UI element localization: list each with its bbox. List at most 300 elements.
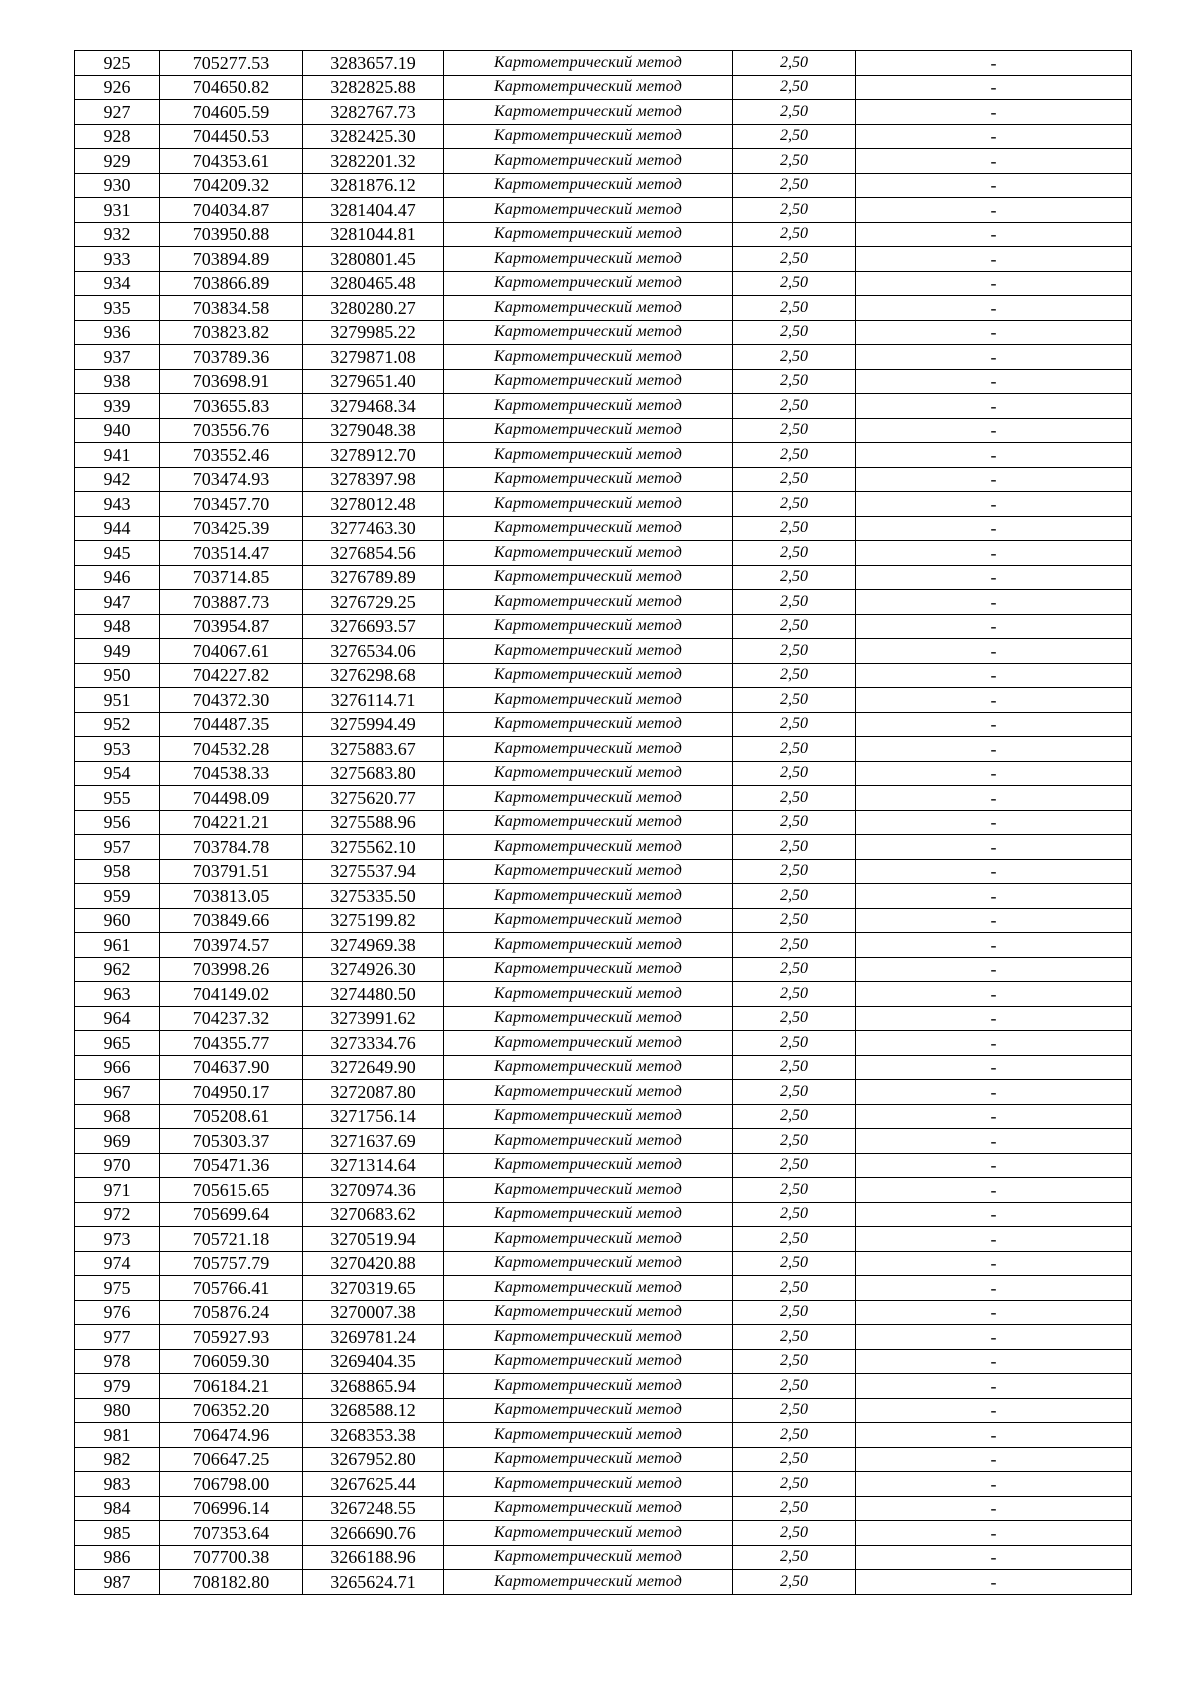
x-coordinate-cell: 703950.88 bbox=[160, 222, 303, 247]
note-cell: - bbox=[856, 1178, 1132, 1203]
note-cell: - bbox=[856, 1104, 1132, 1129]
x-coordinate-cell: 706352.20 bbox=[160, 1398, 303, 1423]
x-coordinate-cell: 703823.82 bbox=[160, 320, 303, 345]
x-coordinate-cell: 704650.82 bbox=[160, 75, 303, 100]
y-coordinate-cell: 3273334.76 bbox=[303, 1031, 444, 1056]
x-coordinate-cell: 704605.59 bbox=[160, 100, 303, 125]
accuracy-cell: 2,50 bbox=[733, 75, 856, 100]
x-coordinate-cell: 703556.76 bbox=[160, 418, 303, 443]
x-coordinate-cell: 704498.09 bbox=[160, 786, 303, 811]
method-cell: Картометрический метод bbox=[444, 345, 733, 370]
point-number-cell: 949 bbox=[75, 639, 160, 664]
y-coordinate-cell: 3276298.68 bbox=[303, 663, 444, 688]
point-number-cell: 940 bbox=[75, 418, 160, 443]
note-cell: - bbox=[856, 1472, 1132, 1497]
method-cell: Картометрический метод bbox=[444, 198, 733, 223]
table-row bbox=[75, 1202, 1132, 1227]
table-row bbox=[75, 1178, 1132, 1203]
y-coordinate-cell: 3274926.30 bbox=[303, 957, 444, 982]
method-cell: Картометрический метод bbox=[444, 737, 733, 762]
accuracy-cell: 2,50 bbox=[733, 1423, 856, 1448]
table-row bbox=[75, 1129, 1132, 1154]
accuracy-cell: 2,50 bbox=[733, 418, 856, 443]
x-coordinate-cell: 704637.90 bbox=[160, 1055, 303, 1080]
table-row bbox=[75, 443, 1132, 468]
accuracy-cell: 2,50 bbox=[733, 1227, 856, 1252]
method-cell: Картометрический метод bbox=[444, 75, 733, 100]
point-number-cell: 932 bbox=[75, 222, 160, 247]
point-number-cell: 957 bbox=[75, 835, 160, 860]
note-cell: - bbox=[856, 345, 1132, 370]
method-cell: Картометрический метод bbox=[444, 884, 733, 909]
point-number-cell: 933 bbox=[75, 247, 160, 272]
x-coordinate-cell: 705471.36 bbox=[160, 1153, 303, 1178]
method-cell: Картометрический метод bbox=[444, 516, 733, 541]
method-cell: Картометрический метод bbox=[444, 688, 733, 713]
note-cell: - bbox=[856, 75, 1132, 100]
table-row bbox=[75, 1374, 1132, 1399]
accuracy-cell: 2,50 bbox=[733, 1496, 856, 1521]
method-cell: Картометрический метод bbox=[444, 1570, 733, 1595]
method-cell: Картометрический метод bbox=[444, 222, 733, 247]
accuracy-cell: 2,50 bbox=[733, 663, 856, 688]
y-coordinate-cell: 3271314.64 bbox=[303, 1153, 444, 1178]
point-number-cell: 935 bbox=[75, 296, 160, 321]
accuracy-cell: 2,50 bbox=[733, 369, 856, 394]
accuracy-cell: 2,50 bbox=[733, 149, 856, 174]
method-cell: Картометрический метод bbox=[444, 565, 733, 590]
table-row bbox=[75, 590, 1132, 615]
accuracy-cell: 2,50 bbox=[733, 345, 856, 370]
point-number-cell: 963 bbox=[75, 982, 160, 1007]
note-cell: - bbox=[856, 100, 1132, 125]
note-cell: - bbox=[856, 1521, 1132, 1546]
x-coordinate-cell: 703834.58 bbox=[160, 296, 303, 321]
table-row bbox=[75, 908, 1132, 933]
method-cell: Картометрический метод bbox=[444, 1276, 733, 1301]
accuracy-cell: 2,50 bbox=[733, 1080, 856, 1105]
point-number-cell: 955 bbox=[75, 786, 160, 811]
method-cell: Картометрический метод bbox=[444, 957, 733, 982]
table-row bbox=[75, 271, 1132, 296]
y-coordinate-cell: 3270420.88 bbox=[303, 1251, 444, 1276]
note-cell: - bbox=[856, 835, 1132, 860]
accuracy-cell: 2,50 bbox=[733, 1447, 856, 1472]
table-row bbox=[75, 688, 1132, 713]
y-coordinate-cell: 3268588.12 bbox=[303, 1398, 444, 1423]
x-coordinate-cell: 704538.33 bbox=[160, 761, 303, 786]
point-number-cell: 938 bbox=[75, 369, 160, 394]
accuracy-cell: 2,50 bbox=[733, 1178, 856, 1203]
point-number-cell: 971 bbox=[75, 1178, 160, 1203]
note-cell: - bbox=[856, 565, 1132, 590]
point-number-cell: 947 bbox=[75, 590, 160, 615]
point-number-cell: 982 bbox=[75, 1447, 160, 1472]
point-number-cell: 969 bbox=[75, 1129, 160, 1154]
note-cell: - bbox=[856, 1496, 1132, 1521]
y-coordinate-cell: 3274480.50 bbox=[303, 982, 444, 1007]
table-row bbox=[75, 222, 1132, 247]
note-cell: - bbox=[856, 296, 1132, 321]
note-cell: - bbox=[856, 712, 1132, 737]
accuracy-cell: 2,50 bbox=[733, 712, 856, 737]
point-number-cell: 927 bbox=[75, 100, 160, 125]
y-coordinate-cell: 3279468.34 bbox=[303, 394, 444, 419]
point-number-cell: 948 bbox=[75, 614, 160, 639]
x-coordinate-cell: 703714.85 bbox=[160, 565, 303, 590]
table-row bbox=[75, 1545, 1132, 1570]
note-cell: - bbox=[856, 1300, 1132, 1325]
table-row bbox=[75, 1398, 1132, 1423]
table-row bbox=[75, 1570, 1132, 1595]
method-cell: Картометрический метод bbox=[444, 467, 733, 492]
point-number-cell: 930 bbox=[75, 173, 160, 198]
point-number-cell: 936 bbox=[75, 320, 160, 345]
x-coordinate-cell: 703954.87 bbox=[160, 614, 303, 639]
method-cell: Картометрический метод bbox=[444, 1374, 733, 1399]
accuracy-cell: 2,50 bbox=[733, 1104, 856, 1129]
y-coordinate-cell: 3275335.50 bbox=[303, 884, 444, 909]
method-cell: Картометрический метод bbox=[444, 1545, 733, 1570]
note-cell: - bbox=[856, 467, 1132, 492]
y-coordinate-cell: 3281876.12 bbox=[303, 173, 444, 198]
y-coordinate-cell: 3276789.89 bbox=[303, 565, 444, 590]
method-cell: Картометрический метод bbox=[444, 541, 733, 566]
accuracy-cell: 2,50 bbox=[733, 1472, 856, 1497]
point-number-cell: 956 bbox=[75, 810, 160, 835]
table-row bbox=[75, 1080, 1132, 1105]
y-coordinate-cell: 3280801.45 bbox=[303, 247, 444, 272]
table-row bbox=[75, 320, 1132, 345]
note-cell: - bbox=[856, 614, 1132, 639]
x-coordinate-cell: 704950.17 bbox=[160, 1080, 303, 1105]
note-cell: - bbox=[856, 516, 1132, 541]
x-coordinate-cell: 705757.79 bbox=[160, 1251, 303, 1276]
accuracy-cell: 2,50 bbox=[733, 737, 856, 762]
y-coordinate-cell: 3276854.56 bbox=[303, 541, 444, 566]
note-cell: - bbox=[856, 1325, 1132, 1350]
accuracy-cell: 2,50 bbox=[733, 1129, 856, 1154]
method-cell: Картометрический метод bbox=[444, 51, 733, 76]
accuracy-cell: 2,50 bbox=[733, 1521, 856, 1546]
point-number-cell: 970 bbox=[75, 1153, 160, 1178]
x-coordinate-cell: 703813.05 bbox=[160, 884, 303, 909]
accuracy-cell: 2,50 bbox=[733, 100, 856, 125]
accuracy-cell: 2,50 bbox=[733, 639, 856, 664]
table-row bbox=[75, 1300, 1132, 1325]
y-coordinate-cell: 3272649.90 bbox=[303, 1055, 444, 1080]
table-row bbox=[75, 859, 1132, 884]
point-number-cell: 980 bbox=[75, 1398, 160, 1423]
table-row bbox=[75, 394, 1132, 419]
note-cell: - bbox=[856, 737, 1132, 762]
x-coordinate-cell: 704532.28 bbox=[160, 737, 303, 762]
note-cell: - bbox=[856, 884, 1132, 909]
table-row bbox=[75, 761, 1132, 786]
accuracy-cell: 2,50 bbox=[733, 933, 856, 958]
point-number-cell: 977 bbox=[75, 1325, 160, 1350]
x-coordinate-cell: 705721.18 bbox=[160, 1227, 303, 1252]
note-cell: - bbox=[856, 1227, 1132, 1252]
method-cell: Картометрический метод bbox=[444, 786, 733, 811]
point-number-cell: 941 bbox=[75, 443, 160, 468]
table-row bbox=[75, 1521, 1132, 1546]
y-coordinate-cell: 3282767.73 bbox=[303, 100, 444, 125]
point-number-cell: 968 bbox=[75, 1104, 160, 1129]
accuracy-cell: 2,50 bbox=[733, 1031, 856, 1056]
method-cell: Картометрический метод bbox=[444, 1300, 733, 1325]
y-coordinate-cell: 3265624.71 bbox=[303, 1570, 444, 1595]
method-cell: Картометрический метод bbox=[444, 614, 733, 639]
table-row bbox=[75, 1447, 1132, 1472]
point-number-cell: 960 bbox=[75, 908, 160, 933]
table-row bbox=[75, 1006, 1132, 1031]
x-coordinate-cell: 706996.14 bbox=[160, 1496, 303, 1521]
table-row bbox=[75, 614, 1132, 639]
accuracy-cell: 2,50 bbox=[733, 296, 856, 321]
table-row bbox=[75, 296, 1132, 321]
note-cell: - bbox=[856, 1447, 1132, 1472]
accuracy-cell: 2,50 bbox=[733, 590, 856, 615]
point-number-cell: 934 bbox=[75, 271, 160, 296]
method-cell: Картометрический метод bbox=[444, 835, 733, 860]
note-cell: - bbox=[856, 541, 1132, 566]
accuracy-cell: 2,50 bbox=[733, 957, 856, 982]
point-number-cell: 965 bbox=[75, 1031, 160, 1056]
x-coordinate-cell: 703894.89 bbox=[160, 247, 303, 272]
method-cell: Картометрический метод bbox=[444, 933, 733, 958]
accuracy-cell: 2,50 bbox=[733, 541, 856, 566]
y-coordinate-cell: 3270519.94 bbox=[303, 1227, 444, 1252]
accuracy-cell: 2,50 bbox=[733, 443, 856, 468]
accuracy-cell: 2,50 bbox=[733, 1374, 856, 1399]
y-coordinate-cell: 3279048.38 bbox=[303, 418, 444, 443]
x-coordinate-cell: 704355.77 bbox=[160, 1031, 303, 1056]
point-number-cell: 961 bbox=[75, 933, 160, 958]
accuracy-cell: 2,50 bbox=[733, 247, 856, 272]
table-row bbox=[75, 1496, 1132, 1521]
x-coordinate-cell: 703457.70 bbox=[160, 492, 303, 517]
accuracy-cell: 2,50 bbox=[733, 859, 856, 884]
note-cell: - bbox=[856, 1545, 1132, 1570]
point-number-cell: 944 bbox=[75, 516, 160, 541]
x-coordinate-cell: 703552.46 bbox=[160, 443, 303, 468]
table-row bbox=[75, 124, 1132, 149]
x-coordinate-cell: 703698.91 bbox=[160, 369, 303, 394]
y-coordinate-cell: 3282425.30 bbox=[303, 124, 444, 149]
table-row bbox=[75, 198, 1132, 223]
method-cell: Картометрический метод bbox=[444, 1349, 733, 1374]
method-cell: Картометрический метод bbox=[444, 443, 733, 468]
method-cell: Картометрический метод bbox=[444, 810, 733, 835]
table-row bbox=[75, 639, 1132, 664]
point-number-cell: 972 bbox=[75, 1202, 160, 1227]
point-number-cell: 953 bbox=[75, 737, 160, 762]
x-coordinate-cell: 706474.96 bbox=[160, 1423, 303, 1448]
method-cell: Картометрический метод bbox=[444, 1031, 733, 1056]
note-cell: - bbox=[856, 688, 1132, 713]
x-coordinate-cell: 704237.32 bbox=[160, 1006, 303, 1031]
y-coordinate-cell: 3278012.48 bbox=[303, 492, 444, 517]
method-cell: Картометрический метод bbox=[444, 1104, 733, 1129]
table-row bbox=[75, 418, 1132, 443]
accuracy-cell: 2,50 bbox=[733, 124, 856, 149]
point-number-cell: 925 bbox=[75, 51, 160, 76]
table-row bbox=[75, 933, 1132, 958]
y-coordinate-cell: 3272087.80 bbox=[303, 1080, 444, 1105]
note-cell: - bbox=[856, 859, 1132, 884]
y-coordinate-cell: 3268353.38 bbox=[303, 1423, 444, 1448]
accuracy-cell: 2,50 bbox=[733, 1300, 856, 1325]
y-coordinate-cell: 3280465.48 bbox=[303, 271, 444, 296]
y-coordinate-cell: 3281404.47 bbox=[303, 198, 444, 223]
accuracy-cell: 2,50 bbox=[733, 614, 856, 639]
method-cell: Картометрический метод bbox=[444, 1129, 733, 1154]
note-cell: - bbox=[856, 369, 1132, 394]
table-row bbox=[75, 835, 1132, 860]
method-cell: Картометрический метод bbox=[444, 418, 733, 443]
table-row bbox=[75, 173, 1132, 198]
method-cell: Картометрический метод bbox=[444, 590, 733, 615]
method-cell: Картометрический метод bbox=[444, 1496, 733, 1521]
table-row bbox=[75, 565, 1132, 590]
y-coordinate-cell: 3276114.71 bbox=[303, 688, 444, 713]
note-cell: - bbox=[856, 1423, 1132, 1448]
accuracy-cell: 2,50 bbox=[733, 492, 856, 517]
y-coordinate-cell: 3277463.30 bbox=[303, 516, 444, 541]
x-coordinate-cell: 703849.66 bbox=[160, 908, 303, 933]
y-coordinate-cell: 3267952.80 bbox=[303, 1447, 444, 1472]
table-row bbox=[75, 1349, 1132, 1374]
note-cell: - bbox=[856, 933, 1132, 958]
x-coordinate-cell: 706059.30 bbox=[160, 1349, 303, 1374]
y-coordinate-cell: 3281044.81 bbox=[303, 222, 444, 247]
method-cell: Картометрический метод bbox=[444, 1153, 733, 1178]
x-coordinate-cell: 704209.32 bbox=[160, 173, 303, 198]
point-number-cell: 973 bbox=[75, 1227, 160, 1252]
accuracy-cell: 2,50 bbox=[733, 1202, 856, 1227]
accuracy-cell: 2,50 bbox=[733, 1055, 856, 1080]
accuracy-cell: 2,50 bbox=[733, 1349, 856, 1374]
point-number-cell: 951 bbox=[75, 688, 160, 713]
note-cell: - bbox=[856, 271, 1132, 296]
table-row bbox=[75, 810, 1132, 835]
x-coordinate-cell: 704034.87 bbox=[160, 198, 303, 223]
note-cell: - bbox=[856, 1153, 1132, 1178]
table-row bbox=[75, 1472, 1132, 1497]
x-coordinate-cell: 703655.83 bbox=[160, 394, 303, 419]
table-row bbox=[75, 712, 1132, 737]
table-row bbox=[75, 100, 1132, 125]
point-number-cell: 950 bbox=[75, 663, 160, 688]
y-coordinate-cell: 3271756.14 bbox=[303, 1104, 444, 1129]
y-coordinate-cell: 3270007.38 bbox=[303, 1300, 444, 1325]
accuracy-cell: 2,50 bbox=[733, 516, 856, 541]
method-cell: Картометрический метод bbox=[444, 859, 733, 884]
point-number-cell: 952 bbox=[75, 712, 160, 737]
method-cell: Картометрический метод bbox=[444, 149, 733, 174]
table-row bbox=[75, 982, 1132, 1007]
table-row bbox=[75, 1423, 1132, 1448]
y-coordinate-cell: 3267248.55 bbox=[303, 1496, 444, 1521]
note-cell: - bbox=[856, 761, 1132, 786]
method-cell: Картометрический метод bbox=[444, 1251, 733, 1276]
y-coordinate-cell: 3279985.22 bbox=[303, 320, 444, 345]
accuracy-cell: 2,50 bbox=[733, 688, 856, 713]
table-row bbox=[75, 737, 1132, 762]
note-cell: - bbox=[856, 394, 1132, 419]
coordinates-table bbox=[74, 50, 1132, 1595]
y-coordinate-cell: 3275883.67 bbox=[303, 737, 444, 762]
y-coordinate-cell: 3269404.35 bbox=[303, 1349, 444, 1374]
table-row bbox=[75, 1104, 1132, 1129]
x-coordinate-cell: 703998.26 bbox=[160, 957, 303, 982]
point-number-cell: 987 bbox=[75, 1570, 160, 1595]
method-cell: Картометрический метод bbox=[444, 1423, 733, 1448]
accuracy-cell: 2,50 bbox=[733, 1006, 856, 1031]
note-cell: - bbox=[856, 1080, 1132, 1105]
accuracy-cell: 2,50 bbox=[733, 1545, 856, 1570]
point-number-cell: 986 bbox=[75, 1545, 160, 1570]
point-number-cell: 981 bbox=[75, 1423, 160, 1448]
point-number-cell: 942 bbox=[75, 467, 160, 492]
accuracy-cell: 2,50 bbox=[733, 884, 856, 909]
accuracy-cell: 2,50 bbox=[733, 565, 856, 590]
accuracy-cell: 2,50 bbox=[733, 271, 856, 296]
y-coordinate-cell: 3276729.25 bbox=[303, 590, 444, 615]
table-row bbox=[75, 1251, 1132, 1276]
accuracy-cell: 2,50 bbox=[733, 51, 856, 76]
accuracy-cell: 2,50 bbox=[733, 810, 856, 835]
x-coordinate-cell: 703789.36 bbox=[160, 345, 303, 370]
y-coordinate-cell: 3275537.94 bbox=[303, 859, 444, 884]
note-cell: - bbox=[856, 173, 1132, 198]
table-row bbox=[75, 1276, 1132, 1301]
point-number-cell: 974 bbox=[75, 1251, 160, 1276]
note-cell: - bbox=[856, 1055, 1132, 1080]
x-coordinate-cell: 704353.61 bbox=[160, 149, 303, 174]
method-cell: Картометрический метод bbox=[444, 320, 733, 345]
point-number-cell: 928 bbox=[75, 124, 160, 149]
x-coordinate-cell: 706798.00 bbox=[160, 1472, 303, 1497]
note-cell: - bbox=[856, 1398, 1132, 1423]
table-row bbox=[75, 345, 1132, 370]
accuracy-cell: 2,50 bbox=[733, 1398, 856, 1423]
point-number-cell: 984 bbox=[75, 1496, 160, 1521]
table-row bbox=[75, 492, 1132, 517]
note-cell: - bbox=[856, 1349, 1132, 1374]
note-cell: - bbox=[856, 663, 1132, 688]
y-coordinate-cell: 3268865.94 bbox=[303, 1374, 444, 1399]
x-coordinate-cell: 707353.64 bbox=[160, 1521, 303, 1546]
coordinates-table-body bbox=[75, 51, 1132, 1595]
point-number-cell: 959 bbox=[75, 884, 160, 909]
method-cell: Картометрический метод bbox=[444, 639, 733, 664]
accuracy-cell: 2,50 bbox=[733, 761, 856, 786]
table-row bbox=[75, 1153, 1132, 1178]
table-row bbox=[75, 957, 1132, 982]
x-coordinate-cell: 703791.51 bbox=[160, 859, 303, 884]
point-number-cell: 978 bbox=[75, 1349, 160, 1374]
point-number-cell: 939 bbox=[75, 394, 160, 419]
method-cell: Картометрический метод bbox=[444, 1202, 733, 1227]
y-coordinate-cell: 3270974.36 bbox=[303, 1178, 444, 1203]
note-cell: - bbox=[856, 1374, 1132, 1399]
note-cell: - bbox=[856, 443, 1132, 468]
point-number-cell: 975 bbox=[75, 1276, 160, 1301]
table-row bbox=[75, 1227, 1132, 1252]
method-cell: Картометрический метод bbox=[444, 1178, 733, 1203]
